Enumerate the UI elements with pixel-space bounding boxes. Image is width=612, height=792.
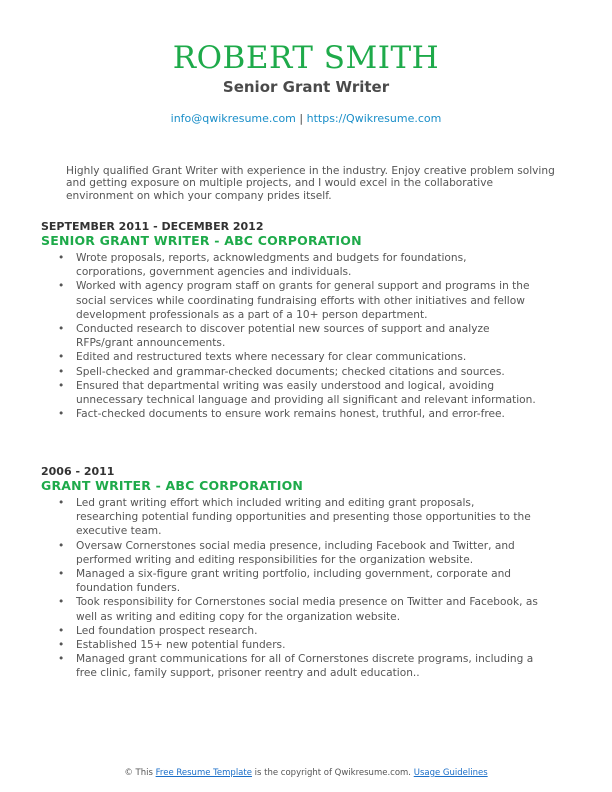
list-item: • Took responsibility for Cornerstones social media presence on Twitter and Facebook, as well as writing and editing copy for the organization website. — [58, 595, 538, 623]
list-item: • Led foundation prospect research. — [58, 624, 538, 638]
list-item: • Ensured that departmental writing was easily understood and logical, avoiding unnecessary technical language and providing all significant and relevant information. — [58, 379, 538, 407]
job-1-bullets — [58, 251, 538, 421]
job-1-dates: SEPTEMBER 2011 - DECEMBER 2012 — [41, 220, 264, 233]
list-item: • Spell-checked and grammar-checked documents; checked citations and sources. — [58, 365, 538, 379]
list-item: • Wrote proposals, reports, acknowledgments and budgets for foundations, corporations, government agencies and individuals. — [58, 251, 538, 279]
free-resume-template-link[interactable]: Free Resume Template — [155, 768, 252, 778]
list-item: • Led grant writing effort which included writing and editing grant proposals, researching potential funding opportunities and presenting those opportunities to the executive team. — [58, 496, 538, 539]
copyright-footer — [0, 768, 612, 779]
candidate-name: ROBERT SMITH — [172, 40, 440, 76]
list-item: • Edited and restructured texts where necessary for clear communications. — [58, 350, 538, 364]
footer-prefix: © This — [124, 768, 153, 778]
email-link[interactable]: info@qwikresume.com — [170, 112, 296, 125]
list-item: • Oversaw Cornerstones social media presence, including Facebook and Twitter, and performed writing and editing responsibilities for the organization website. — [58, 539, 538, 567]
job-2-title: GRANT WRITER - ABC CORPORATION — [41, 478, 304, 493]
job-1-title: SENIOR GRANT WRITER - ABC CORPORATION — [41, 233, 362, 248]
contact-line — [0, 112, 612, 126]
job-2-dates: 2006 - 2011 — [41, 465, 115, 478]
usage-guidelines-link[interactable]: Usage Guidelines — [413, 768, 488, 778]
footer-middle: is the copyright of Qwikresume.com. — [254, 768, 412, 778]
website-link[interactable]: https://Qwikresume.com — [306, 112, 442, 125]
list-item: • Conducted research to discover potential new sources of support and analyze RFPs/grant announcements. — [58, 322, 538, 350]
summary-paragraph: Highly qualified Grant Writer with experience in the industry. Enjoy creative problem solving and getting exposure on multiple projects, and I would excel in the collaborative environment on which your company prides itself. — [66, 165, 555, 202]
job-title: Senior Grant Writer — [222, 78, 390, 96]
contact-separator: | — [299, 112, 304, 125]
list-item: • Fact-checked documents to ensure work remains honest, truthful, and error-free. — [58, 407, 538, 421]
list-item: • Managed a six-figure grant writing portfolio, including government, corporate and foundation funders. — [58, 567, 538, 595]
list-item: • Managed grant communications for all of Cornerstones discrete programs, including a free clinic, family support, prisoner reentry and adult education.. — [58, 652, 538, 680]
job-2-bullets — [58, 496, 538, 681]
list-item: • Established 15+ new potential funders. — [58, 638, 538, 652]
list-item: • Worked with agency program staff on grants for general support and programs in the social services while coordinating fundraising efforts with other initiatives and fellow development professionals as a part of a 10+ person department. — [58, 279, 538, 322]
